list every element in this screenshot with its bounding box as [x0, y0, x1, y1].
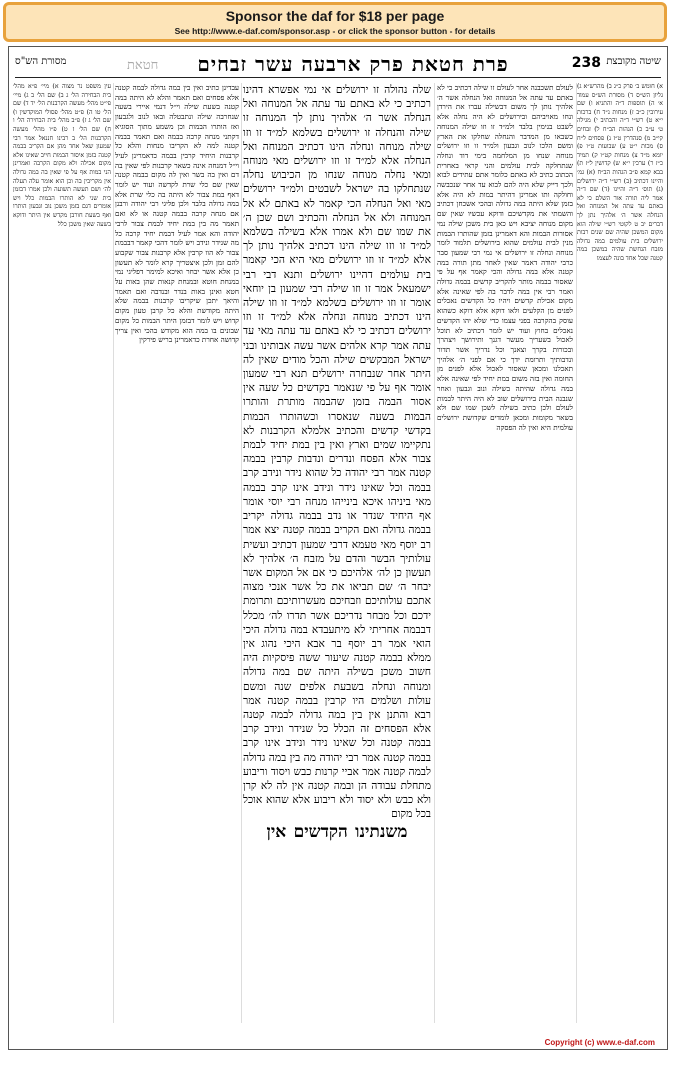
page-header	[15, 51, 661, 78]
column-divider	[241, 83, 242, 1023]
column-divider	[113, 83, 114, 1023]
left-margin-text: עין משפט נר מצוה א) מיי׳ פ״א מהל׳ בית הבחירה הל׳ ג ב) שם הל׳ ב ג) מיי׳ פי״ט מהל׳ מעשה הקרבנות הל׳ יד ד) שם הל׳ טו ה) פ״ט מהל׳ פסולי המוקדשין ו) שם הל׳ ג ז) פ״ב מהל׳ בית הבחירה הל׳ ו ח) שם הל׳ ז ט) פ״ו מהל׳ מעשה הקרבנות הל׳ ב רבינו חננאל אמר רבי שמעון שאל אחד מהן אם הקריב בבמה קטנה בזמן איסור הבמות חייב שאינו אלא מקום אכילה ולא מקום הקרבה ואמרינן הני במות אף על פי שאין בה במה גדולה אין מקריבין בה וכן הוא אומר עלה תעלה לה׳ ושם תעשה תשועה ולכן אמרו דבזמן בית שני לא הותרו הבמות כלל ויש אומרים דגם בזמן משכן נוב וגבעון הותרו ואף בשעת חורבן מקדש אין היתר ודוקא בשעה שאין משכן כלל	[13, 83, 111, 228]
chapter-title: פרת חטאת פרק ארבעה עשר זבחים	[197, 52, 509, 76]
mishna-heading: אין	[266, 821, 287, 842]
mishna-heading: הקדשים	[293, 821, 348, 842]
rashi-commentary	[437, 83, 573, 1023]
header-left-label: מסורת הש"ס	[15, 56, 67, 67]
tosafot-commentary	[115, 83, 239, 1023]
sponsor-subtitle[interactable]: See http://www.e-daf.com/sponsor.asp - or click the sponsor button - for details	[174, 26, 496, 36]
main-text: שלה נהולה זו ירושלים אי נמי אפשרא דהינו רכתיב כי לא באתם עד עתה אל המנוחה ואל הנחלה אשר ה׳ אלהיך נותן לך המנוחה זו שילה והנחלה זו ירושלים בשלמא למ״ד זו וזו שילה מנוחה ונחלה הינו דכתיב המנוחה ואל הנחלה אלא למ״ד זו וזו ירושלים מאי מנוחה ומאי נחלה מנוחה שנחו מן הכיבוש נחלה שנתחלקו בה ישראל לשבטים ולמ״ד ירושלים מאי ואל הנחלה הכי קאמר לא באתם לא אל המנוחה ולא אל הנחלה והכתיב ושם שכן ה׳ את שמו שם ולא אמרו אלא בשילה בשלמא למ״ד זו וזו שילה הינו דכתיב אלהיך נותן לך אלא למ״ד זו וזו ירושלים מאי היא הכי קאמר בית עולמים דהיינו ירושלים ותנא דבי רבי ישמעאל אמר זו וזו שילה רבי שמעון בן יוחאי אומר זו וזו ירושלים בשלמא למ״ד זו וזו שילה הינו דכתיב מנוחה ונחלה אלא למ״ד זו וזו ירושלים דכתיב כי לא באתם עד עתה מאי עד עתה אמר קרא אלהים אשר עשה אבותינו ובני ישראל המבקשים שילה והכל מודים שאין לה היתר אחר שנבחרה ירושלים תנא רבי שמעון אומר אף על פי שנאמר בקדשים כל שעה אין אסור הבמה בזמן שהבמה מותרת והותרו הבמות בשעה שנאסרו וכשהותרו הבמות בקדשי קדשים והכתיב אלמלא הקרבנות לא נתקיימו שמים וארץ ואין בין במת יחיד לבמת צבור אלא הפסח ונדרים ונדבות קרבין בבמה קטנה אמר רבי יהודה כל שהוא נידר ונידב קרב בבמה וכל שאינו נידר ונידב אינו קרב בבמה מאי ביניהו איכא בינייהו מנחה רבי יוסי אומר אף היחיד שנדר או נדב בבמה גדולה יקריב בבמה גדולה ואם הקריב בבמה קטנה יצא אמר רב יוסף מאי טעמא דרבי שמעון דכתיב ועשית עולותיך הבשר והדם על מזבח ה׳ אלהיך לא תעשון כן לה׳ אלהיכם כי אם אל המקום אשר יבחר ה׳ שם תביאו את כל אשר אנכי מצוה אתכם עולותיכם וזבחיכם מעשרותיכם ותרומת ידכם וכל מבחר נדריכם אשר תדרו לה׳ מכלל דבבמה אחריתי לא מיתעבדא במה גדולה היכי הואי אמר רב יוסף בר אבא היכי נהוג אין ממלא בבמה קטנה שיעור ששה פיסקיות היה חשוב משכן בשילה היתה שם במה גדולה ומנוחה ונחלה בשבעת אלפים שנה ומשם עולות ושלמים היו קרבין בבמה קטנה אמר רבא והתנן אין בין במה גדולה לבמה קטנה אלא הפסחים זה הכלל כל שנידר ונידב קרב בבמה קטנה וכל שאינו נידר ונידב אינו קרב בבמה קטנה אמר רבי יהודה מה בין במה גדולה לבמה קטנה אמר אביי קרנות כבש ויסוד וריבוע מתחלת עבודה הן ובמה קטנה אין לה לא קרן ולא כבש ולא יסוד ולא ריבוע אלא שהוא אוכל בכל מקום	[243, 84, 431, 821]
tosafot-text: עבדינן כתיב ואין בין במה גדולה לבמה קטנה אלא פסחים ואם תאמר והלא לא היתה במה קטנה בשעת שילה וי״ל דנמי איירי בשעה שנחרבה שילה ונתבטלה ובאו לנוב ולגבעון ואז הותרו הבמות וכן משמע מתוך הסוגיא דקתני מנחה קרבה בבמה ואם תאמר בבמה קטנה למה לא הקריבו מנחות והלא כל קרבנות היחיד קרבין בבמה כדאמרינן לעיל וי״ל דמנחה אינה כשאר קרבנות לפי שאין בה דם ואין בה בשר ואין לה מקום בבמה קטנה שאין שם כלי שרת לקדשה ועוד יש לומר דאף במת צבור לא היתה בה כלי שרת אלא במה גדולה בלבד ולכן פליגי רבי יהודה ורבנן אם מנחה קרבה בבמה קטנה או לא ואם תאמר מה בין במת יחיד לבמת צבור לרבי יהודה והא אמר לעיל דבמת יחיד קרבה כל מה שנידר ונידב ויש לומר דהכי קאמר דבבמת צבור לא הוו קרבין אלא קרבנות צבור שקבוע להם זמן ולכן איצטריך קרא לומר לא תעשון כן אלא אשר יבחר ואיכא למימר דפליגי נמי במנחת חוטא ובמנחת קנאות שהן באות על חטא ואינן באות בנדר ובנדבה ואם תאמר והיאך יתכן שיקריבו קרבנות בבמה שלא היתה מקודשת והלא כל קרבן טעון מקום קדוש ויש לומר דבזמן היתר הבמות כל מקום שבונים בו במה הוא מקודש בהכי ואין צריך קדושה אחרת כדאמרינן בריש פירקין	[115, 83, 239, 345]
sponsor-banner[interactable]	[3, 2, 667, 42]
header-ghost-text: חטאת	[127, 58, 159, 73]
page-number: 238	[571, 55, 601, 71]
sponsor-title[interactable]: Sponsor the daf for $18 per page	[225, 8, 445, 24]
main-text-column	[243, 83, 431, 1023]
left-margin-notes	[13, 83, 111, 1023]
mishna-heading: משנתינו	[355, 821, 408, 842]
copyright-notice[interactable]: Copyright (c) www.e-daf.com	[544, 1038, 655, 1047]
header-right-label: שיטה מקובצת	[606, 56, 661, 67]
right-margin-notes	[577, 83, 663, 1023]
column-divider	[434, 83, 435, 1023]
rashi-text: לעולם תשכבנה אחר לעולם זו שילה דכתיב כי לא באתם עד עתה אל המנוחה ואל הנחלה אשר ה׳ אלהיך נותן לך משום דבשילה עברו את הירדן ונחו מאויביהם ובירושלים לא היה נחלה אלא לשבט בנימין בלבד ולמ״ד זו וזו שילה המנוחה כשבאו מן המדבר והנחלה שחלקו את הארץ ומשם הלכו לנוב וגבעון ולמ״ד זו וזו ירושלים מנוחה שנחו מן המלחמה בימי דוד ונחלה שנתחלקה לבית עולמים והני קראי באחרית הכתוב כתיב לא באתם כלומר אתם עתידים לבוא ולכך דייק שלא היה להם לבוא עד אחר שנכבשה וחולקה ותו אמרינן דהיתר במות לא היה אלא בזמן שלא היתה במה גדולה ובהכי אשכחן דכתיב והשמתי את מקדשיכם ודוקא עכשיו שאין שם מקום מנוחה יציבא ויש כאן בית משכן שילה נמי אסורות הבמות והא דאמרינן בזמן שהותרו הבמות מנין לבית עולמים שהוא בירושלים תלמוד לומר מנוחה ונחלה זו ירושלים אי נמי רבי שמעון סבר כרבי יהודה דאמר שאין לאחר מתן תורה במה קטנה אלא במה גדולה והכי קאמר אף על פי שאסור בבמה מותר להקריב קדשים בבמה גדולה ואמר רבי אין במה לדבר בה לפי שאינה אלא מקום אכילת קדשים ויהיו כל הקדשים נאכלים לפנים מן הקלעים ולאו דוקא אלא דוקא כשהוא עוסק בהקרבה בפני עצמו כדי שלא יהו הקדשים נאכלים בחוץ ועוד יש לומר דכתיב לא תוכל לאכול בשעריך מעשר דגנך ותירושך ויצהרך ובכורות בקרך וצאנך וכל נדריך אשר תדור ונדבותיך ותרומת ידך כי אם לפני ה׳ אלהיך תאכלנו ומכאן שאסור לאכול אלא לפנים מן החומה ואין בזה משום במת יחיד לפי שאינה אלא במה גדולה שהיתה בשילה ונוב וגבעון ואחר שנבנה הבית בירושלים שוב לא היה היתר לבמות לעולם ולכן כתיב בשילה לשכן שמו שם ולא בשאר מקומות ומכאן לומדים שקדושת ירושלים עולמית היא ואין לה הפסקה	[437, 83, 573, 432]
talmud-page	[8, 46, 668, 1050]
right-margin-text: א) חומש ב׳ פרק כ״ג ב) מהרש״א ג) גליון הש״ס ד) מסורת הש״ס עמוד א׳ ה) תוספות ד״ה והתניא ו) שם עירובין כ״ב ז) מנחות נ״ד ח) ברכות י״א ט) רש״י ד״ה והכתיב י) מגילה ט׳ ע״ב כ) הגהות הב״ח ל) זבחים קי״ב מ) סנהדרין ט״ז נ) פסחים ל״ח ס) מכות י״ט ע) שבועות ט״ו פ) יומא מ״ד צ) מנחות קט״ו ק) תמיד כ״ז ר) ערכין י״א ש) קדושין ל״ז ת) בבא קמא פ״ב הגהות הב״ח (א) גמ׳ והיינו דכתיב (ב) רש״י ד״ה ירושלים (ג) תוס׳ ד״ה והיינו (ד) שם ד״ה אמר ליה תורה אור השלם כי לא באתם עד עתה אל המנוחה ואל הנחלה אשר ה׳ אלהיך נתן לך דברים יב ט לקוטי רש״י שילה הוא מקום המשכן שהיה שם שנים רבות ירושלים בית עולמים במה גדולה מזבח הנחשת שהיה במשכן במה קטנה שכל אחד בונה לעצמו	[577, 83, 663, 262]
